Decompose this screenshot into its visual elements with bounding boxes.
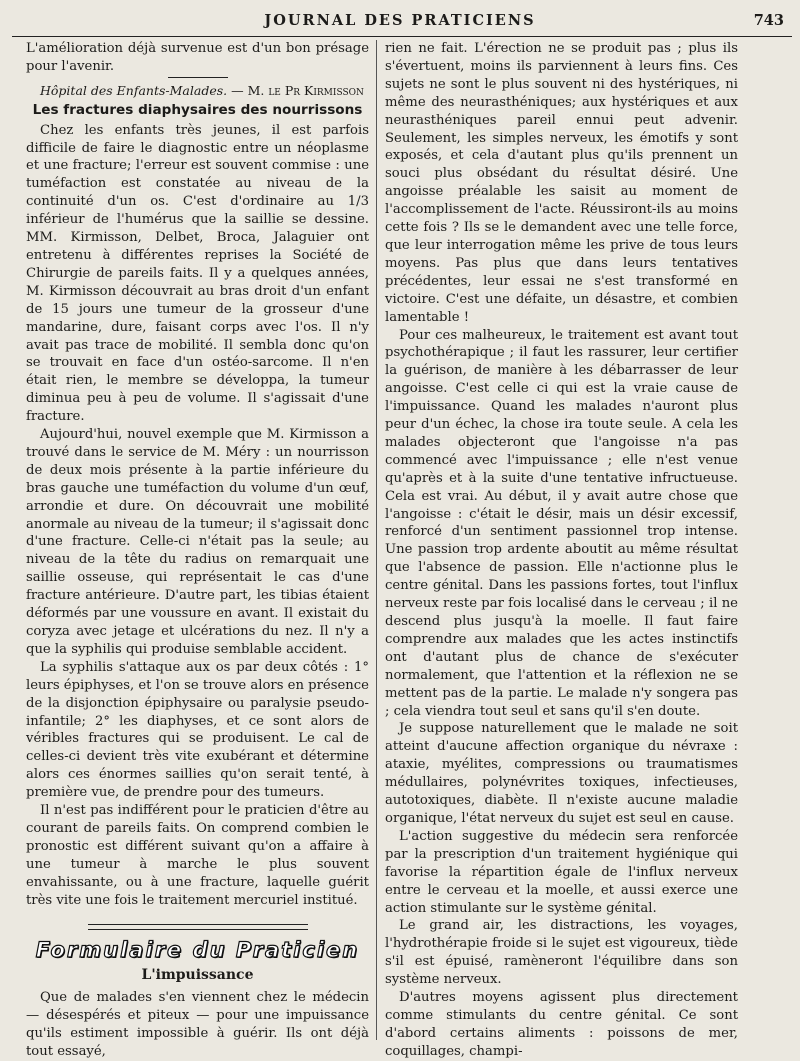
- article-paragraph: Chez les enfants très jeunes, il est parfois difficile de faire le diagnostic entre un néoplasme et une fracture; l'erreur est souvent commise : une tuméfaction est constatée au niveau de la continuité d'un os. C'est d'ordinaire au 1/3 inférieur de l'humérus que la saillie se dessine. MM. Kirmisson, Delbet, Broca, Jalaguier ont entretenu à différentes reprises la Société de Chirurgie de pareils faits. Il y a quelques années, M. Kirmisson découvrait au bras droit d'un enfant de 15 jours une tumeur de la grosseur d'une mandarine, dure, faisant corps avec l'os. Il n'y avait pas trace de mobilité. Il sembla donc qu'on se trouvait en face d'un ostéo-sarcome. Il n'en était rien, le membre se développa, la tumeur diminua peu à peu de volume. Il s'agissait d'une fracture.: [26, 122, 369, 425]
- article-paragraph: L'action suggestive du médecin sera renforcée par la prescription d'un traitement hygiénique qui favorise la répartition égale de l'influx nerveux entre le cerveau et la moelle, et aussi exerce une action stimulante sur le système génital.: [385, 828, 738, 916]
- separator-rule: [168, 77, 228, 78]
- article-paragraph: La syphilis s'attaque aux os par deux côtés : 1° leurs épiphyses, et l'on se trouve alors en présence de la disjonction épiphysaire ou paralysie pseudo-infantile; 2° les diaphyses, et ce sont alors de véribles fractures qui se produisent. Le cal de celles-ci devient très vite exubérant et détermine alors ces énormes saillies qu'on serait tenté, à première vue, de prendre pour des tumeurs.: [26, 659, 369, 801]
- page-number: 743: [753, 12, 784, 29]
- opening-paragraph: L'amélioration déjà survenue est d'un bon présage pour l'avenir.: [26, 41, 369, 74]
- journal-title: JOURNAL DES PRATICIENS: [264, 12, 536, 29]
- section-paragraph: Que de malades s'en viennent chez le médecin — désespérés et piteux — pour une impuissance qu'ils estiment impossible à guérir. Ils ont déjà tout essayé,: [26, 990, 369, 1060]
- article-byline: [26, 82, 369, 100]
- article-title: Les fractures diaphysaires des nourrissons: [32, 101, 363, 118]
- article-paragraph: Le grand air, les distractions, les voyages, l'hydrothérapie froide si le sujet est vigoureux, tiède s'il est épuisé, ramèneront l'équilibre dans son système nerveux.: [385, 918, 738, 988]
- section-header: Formulaire du Praticien: [35, 937, 360, 962]
- right-column: [385, 40, 738, 1059]
- section-subtitle: L'impuissance: [141, 967, 254, 984]
- header-rule: [12, 36, 792, 37]
- continued-paragraph: rien ne fait. L'érection ne se produit pas ; plus ils s'évertuent, moins ils parviennent à leurs fins. Ces sujets ne sont le plus souvent ni des hystériques, ni même des neurasthéniques; aux hystériques et aux neurasthéniques pareil ennui peut advenir. Seulement, les simples nerveux, les émotifs y sont exposés, et cela d'autant plus qu'ils prennent un souci plus obsédant du résultat désiré. Une angoisse préalable les saisit au moment de l'accomplissement de l'acte. Réussiront-ils au moins cette fois ? Ils se le demandent avec une telle force, que leur interrogation même les prive de tous leurs moyens. Pas plus que dans leurs tentatives précédentes, leur essai ne s'est transformé en victoire. C'est une défaite, un désastre, et combien lamentable !: [385, 41, 738, 325]
- article-paragraph: Pour ces malheureux, le traitement est avant tout psychothérapique ; il faut les rassurer, leur certifier la guérison, de manière à les débarrasser de leur angoisse. C'est celle ci qui est la vraie cause de l'impuissance. Quand les malades n'auront plus peur d'un échec, la chose ira toute seule. A cela les malades objecteront que l'angoisse n'a pas commencé avec l'impuissance ; elle n'est venue qu'après et à la suite d'une tentative infructueuse. Cela est vrai. Au début, il y avait autre chose que l'angoisse : c'était le désir, mais un désir excessif, renforcé d'un sentiment passionnel trop intense. Une passion trop ardente aboutit au même résultat que l'absence de passion. Elle n'actionne plus le centre génital. Dans les passions fortes, tout l'influx nerveux reste par fois localisé dans le cerveau ; il ne descend plus jusqu'à la moelle. Il faut faire comprendre aux malades que les actes instinctifs ont d'autant plus de chance de s'exécuter normalement, que l'attention et la réflexion ne se mettent pas de la partie. Le malade n'y songera pas ; cela viendra tout seul et sans qu'il s'en doute.: [385, 327, 738, 719]
- column-divider: [376, 40, 377, 1040]
- article-paragraph: D'autres moyens agissent plus directement comme stimulants du centre génital. Ce sont d'abord certains aliments : poissons de mer, coquillages, champi-: [385, 990, 738, 1059]
- left-column: [26, 40, 369, 1060]
- running-head: [0, 0, 800, 38]
- article-paragraph: Il n'est pas indifférent pour le praticien d'être au courant de pareils faits. On comprend combien le pronostic est différent suivant qu'on a affaire à une tumeur à marche le plus souvent envahissante, ou à une fracture, laquelle guérit très vite une fois le traitement mercuriel institué.: [26, 803, 369, 908]
- section-divider: [88, 924, 308, 930]
- article-paragraph: Je suppose naturellement que le malade ne soit atteint d'aucune affection organique du névraxe : ataxie, myélites, compressions ou traumatismes médullaires, polynévrites toxiques, infectieuses, autotoxiques, diabète. Il n'existe aucune maladie organique, l'état nerveux du sujet est seul en cause.: [385, 721, 738, 826]
- byline-location: Hôpital des Enfants-Malades.: [40, 82, 228, 98]
- byline-author: — M. le Pr Kirmisson: [231, 82, 364, 98]
- article-paragraph: Aujourd'hui, nouvel exemple que M. Kirmisson a trouvé dans le service de M. Méry : un nourrisson de deux mois présente à la partie inférieure du bras gauche une tuméfaction du volume d'un œuf, arrondie et dure. On découvrait une mobilité anormale au niveau de la tumeur; il s'agissait donc d'une fracture. Celle-ci n'était pas la seule; au niveau de la tête du radius on remarquait une saillie osseuse, qui représentait le cas d'une fracture antérieure. D'autre part, les tibias étaient déformés par une voussure en avant. Il existait du coryza avec jetage et ulcérations du nez. Il n'y a que la syphilis qui produise semblable accident.: [26, 427, 369, 657]
